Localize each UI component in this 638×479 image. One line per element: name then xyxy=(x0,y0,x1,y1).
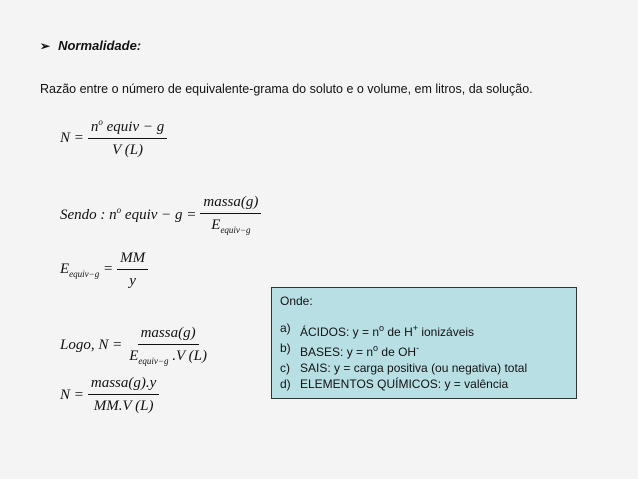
eq5-denominator: MM.V (L) xyxy=(93,398,154,414)
section-heading xyxy=(40,38,141,53)
eq4-numerator: massa(g) xyxy=(138,325,199,345)
equation-normality xyxy=(60,117,171,159)
eq3-lhs: $E_{equiv-g}$ = xyxy=(60,261,114,279)
equation-logo xyxy=(60,325,214,366)
eq2-denominator: $E_{equiv-g}$ xyxy=(211,217,251,235)
list-item: c) SAIS: y = carga positiva (ou negativa) total xyxy=(280,361,528,375)
eq4-denominator: $E_{equiv-g}$ .V (L) xyxy=(129,348,207,366)
eq4-fraction xyxy=(126,325,210,366)
intro-text: Razão entre o número de equivalente-grama do soluto e o volume, em litros, da solução. xyxy=(40,82,533,96)
equation-sendo xyxy=(60,194,265,235)
list-item: d) ELEMENTOS QUÍMICOS: y = valência xyxy=(280,377,509,391)
equation-equivalent xyxy=(60,250,152,290)
eq2-fraction xyxy=(200,194,261,235)
list-item: b) BASES: $y = n^o$ de OH- xyxy=(280,341,420,359)
eq1-denominator: V (L) xyxy=(112,142,144,158)
eq2-lhs: Sendo : $n^o$ equiv − g = xyxy=(60,205,197,223)
eq3-numerator: MM xyxy=(117,250,148,270)
box-title: Onde: xyxy=(280,294,313,308)
equation-final xyxy=(60,375,163,415)
eq5-fraction xyxy=(88,375,159,415)
eq3-denominator: y xyxy=(129,273,136,289)
eq1-numerator: $n^o$ equiv − g xyxy=(88,117,167,139)
eq5-lhs: N = xyxy=(60,386,84,403)
eq1-lhs: N = xyxy=(60,129,84,146)
definitions-box xyxy=(271,287,577,399)
heading-text: Normalidade: xyxy=(58,38,142,53)
eq3-fraction xyxy=(117,250,148,290)
eq4-lhs: Logo, N = xyxy=(60,337,123,353)
list-item: a) ÁCIDOS: $y = n^o$ de H+ ionizáveis xyxy=(280,321,475,339)
eq1-fraction xyxy=(88,117,167,159)
eq5-numerator: massa(g).y xyxy=(88,375,159,395)
eq2-numerator: massa(g) xyxy=(200,194,261,214)
arrow-bullet-icon: ➢ xyxy=(40,38,51,53)
